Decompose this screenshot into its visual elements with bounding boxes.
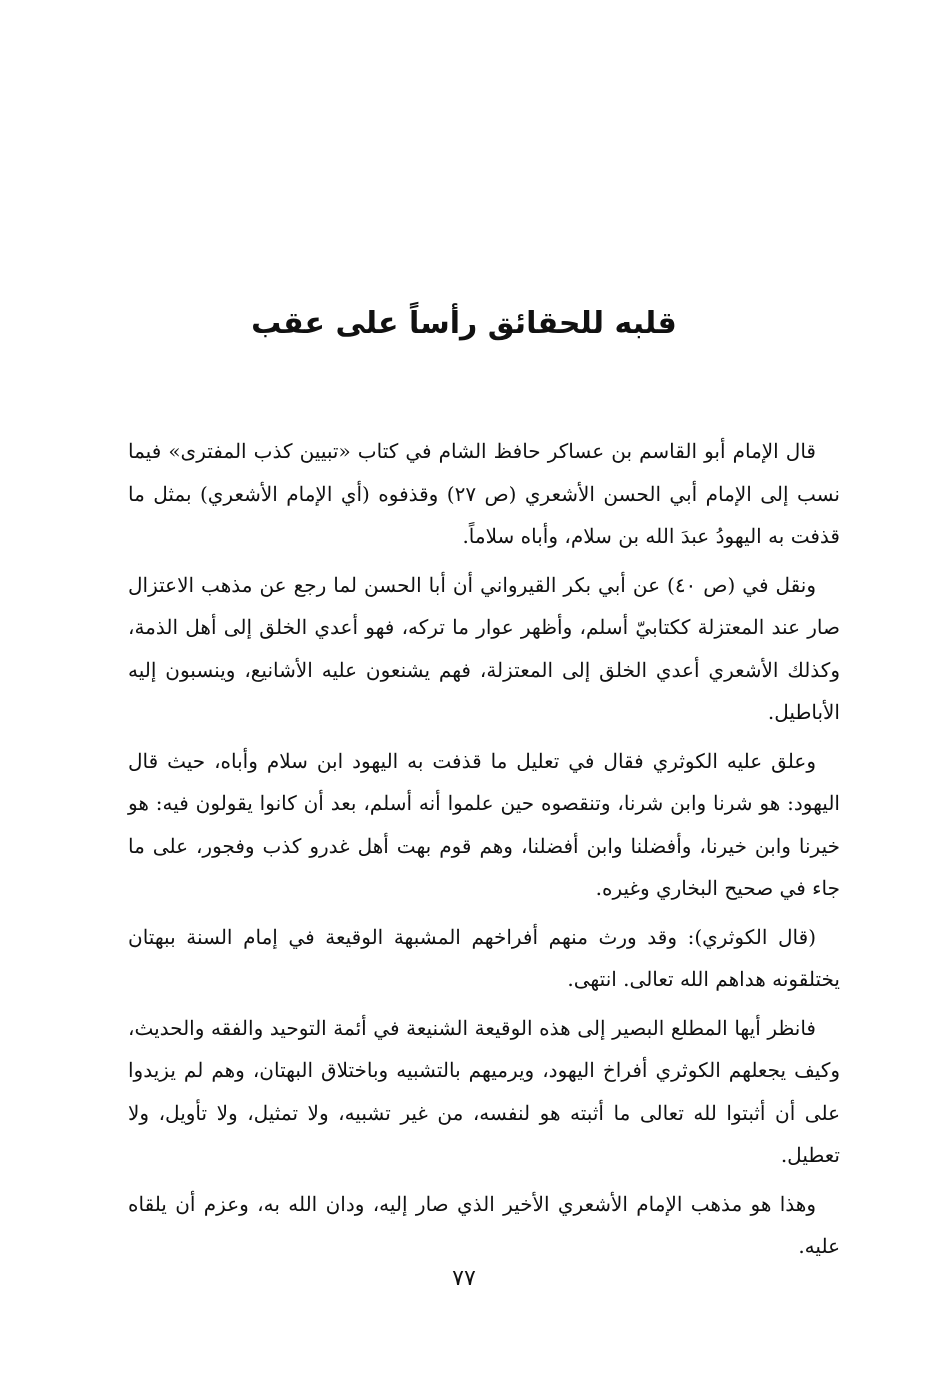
paragraph-3: وعلق عليه الكوثري فقال في تعليل ما قذفت به اليهود ابن سلام وأباه، حيث قال اليهود: هو شرنا وابن شرنا، وتنقصوه حين علموا أنه أسلم، بعد أن كانوا يقولون فيه: هو خيرنا وابن خيرنا، وأفضلنا وابن أفضلنا، وهم قوم بهت أهل غدرو كذب وفجور، على ما جاء في صحيح البخاري وغيره. <box>128 748 840 900</box>
page-number: ٧٧ <box>452 1266 476 1291</box>
body-text <box>128 430 840 1268</box>
paragraph-5: فانظر أيها المطلع البصير إلى هذه الوقيعة الشنيعة في أئمة التوحيد والفقه والحديث، وكيف يجعلهم الكوثري أفراخ اليهود، ويرميهم بالتشبيه وباختلاق البهتان، وهم لم يزيدوا على أن أثبتوا لله تعالى ما أثبته هو لنفسه، من غير تشبيه، ولا تمثيل، ولا تأويل، ولا تعطيل. <box>128 1015 840 1167</box>
paragraph-1: قال الإمام أبو القاسم بن عساكر حافظ الشام في كتاب «تبيين كذب المفترى» فيما نسب إلى الإمام أبي الحسن الأشعري (ص ٢٧) وقذفوه (أي الإمام الأشعري) بمثل ما قذفت به اليهودُ عبدَ الله بن سلام، وأباه سلاماً. <box>128 439 840 548</box>
paragraph-6: وهذا هو مذهب الإمام الأشعري الأخير الذي صار إليه، ودان الله به، وعزم أن يلقاه عليه. <box>128 1191 840 1258</box>
page-title: قلبه للحقائق رأساً على عقب <box>251 306 677 342</box>
paragraph-2: ونقل في (ص ٤٠) عن أبي بكر القيرواني أن أبا الحسن لما رجع عن مذهب الاعتزال صار عند المعتزلة ككتابيّ أسلم، وأظهر عوار ما تركه، فهو أعدي الخلق إلى أهل الذمة، وكذلك الأشعري أعدي الخلق إلى المعتزلة، فهم يشنعون عليه الأشانيع، وينسبون إليه الأباطيل. <box>128 572 840 724</box>
paragraph-4: (قال الكوثري): وقد ورث منهم أفراخهم المشبهة الوقيعة في إمام السنة ببهتان يختلقونه هداهم الله تعالى. انتهى. <box>128 924 840 991</box>
